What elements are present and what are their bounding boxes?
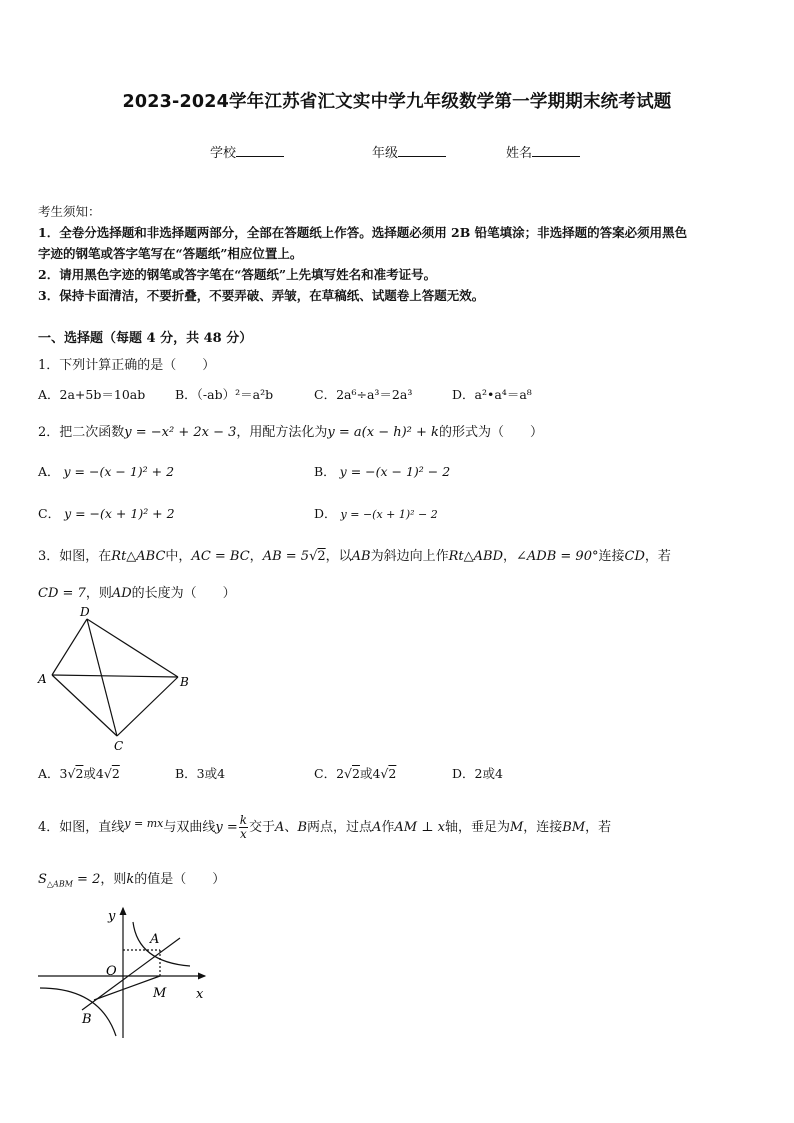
q2-option-b[interactable]: B． y = −(x − 1)² − 2 xyxy=(314,464,451,479)
grade-label: 年级 xyxy=(372,146,399,161)
q3-option-c[interactable]: C．2√2或4√2 xyxy=(314,766,397,781)
label-x: x xyxy=(196,987,204,1002)
school-label: 学校 xyxy=(210,146,237,161)
segment-db xyxy=(87,619,178,677)
name-label: 姓名 xyxy=(506,146,533,161)
hyperbola-branch-2 xyxy=(40,988,116,1036)
school-blank[interactable] xyxy=(236,144,284,157)
q3-option-d[interactable]: D．2或4 xyxy=(452,766,503,781)
label-d: D xyxy=(80,605,90,619)
segment-bm xyxy=(94,976,160,1000)
name-field xyxy=(506,142,580,161)
notice-item3: 3．保持卡面清洁，不要折叠，不要弄破、弄皱，在草稿纸、试题卷上答题无效。 xyxy=(38,288,485,303)
q2-stem: 2．把二次函数y = −x² + 2x − 3，用配方法化为y = a(x − h)² + k的形式为（ ） xyxy=(38,425,543,440)
q3-figure xyxy=(30,600,200,755)
q4-stem-line2: $S_{\triangle ABM} = 2$，则k的值是（ ） xyxy=(38,872,226,889)
q1-stem: 1．下列计算正确的是（ ） xyxy=(38,358,216,373)
label-b: B xyxy=(82,1012,92,1027)
q1-option-c[interactable]: C．2a⁶÷a³＝2a³ xyxy=(314,387,413,402)
q2-option-c[interactable]: C． y = −(x + 1)² + 2 xyxy=(38,506,175,521)
q3-figure-lines xyxy=(52,619,178,736)
q2-option-d[interactable]: D． y = −(x + 1)² − 2 xyxy=(314,506,438,521)
q3-option-a[interactable]: A．3√2或4√2 xyxy=(38,766,120,781)
label-c: C xyxy=(114,739,124,753)
label-o: O xyxy=(106,964,117,979)
segment-ad xyxy=(52,619,87,675)
q4-figure xyxy=(30,900,220,1040)
q2-option-a[interactable]: A． y = −(x − 1)² + 2 xyxy=(38,464,175,479)
label-m: M xyxy=(153,986,167,1001)
segment-ac xyxy=(52,675,117,736)
label-y: y xyxy=(108,909,116,924)
notice-heading: 考生须知： xyxy=(38,204,101,219)
grade-field xyxy=(372,142,446,161)
segment-ab xyxy=(52,675,178,677)
school-field xyxy=(210,142,284,161)
label-a: A xyxy=(150,932,160,947)
q3-stem-line1: 3．如图，在Rt△ABC中，AC = BC，AB = 5√2，以AB为斜边向上作Rt△ABD，∠ADB = 90°连接CD，若 xyxy=(38,549,671,564)
q1-option-a[interactable]: A．2a+5b＝10ab xyxy=(38,387,146,402)
segment-dc xyxy=(87,619,117,736)
q2-function: y = −x² + 2x − 3 xyxy=(124,425,237,440)
q4-fraction: $\frac{k}{x}$ xyxy=(239,813,248,841)
segment-cb xyxy=(117,677,178,736)
notice-item1-line2: 字迹的钢笔或答字笔写在“答题纸”相应位置上。 xyxy=(38,246,303,261)
label-a: A xyxy=(38,672,47,686)
hyperbola-branch-1 xyxy=(133,922,190,966)
page-title: 2023-2024学年江苏省汇文实中学九年级数学第一学期期末统考试题 xyxy=(122,92,672,112)
q3-option-b[interactable]: B．3或4 xyxy=(175,766,226,781)
label-b: B xyxy=(180,675,189,689)
q3-stem-line2: CD = 7，则AD的长度为（ ） xyxy=(38,586,236,601)
q4-stem-line1: 4．如图，直线$^{y = mx}$与双曲线y = $\frac{k}{x}$ 交于A、B两点，过点A作AM ⊥ x轴，垂足为M，连接BM，若 xyxy=(38,813,612,841)
name-blank[interactable] xyxy=(532,144,580,157)
q1-option-d[interactable]: D．a²•a⁴＝a⁸ xyxy=(452,387,532,402)
notice-item1-line1: 1．全卷分选择题和非选择题两部分，全部在答题纸上作答。选择题必须用 2B 铅笔填涂；非选择题的答案必须用黑色 xyxy=(38,225,688,240)
section-title: 一、选择题（每题 4 分，共 48 分） xyxy=(38,331,253,346)
q2-vertex-form: y = a(x − h)² + k xyxy=(327,425,439,440)
q1-option-b[interactable]: B．（-ab）²＝a²b xyxy=(175,387,274,402)
notice-item2: 2．请用黑色字迹的钢笔或答字笔在“答题纸”上先填写姓名和准考证号。 xyxy=(38,267,437,282)
grade-blank[interactable] xyxy=(398,144,446,157)
